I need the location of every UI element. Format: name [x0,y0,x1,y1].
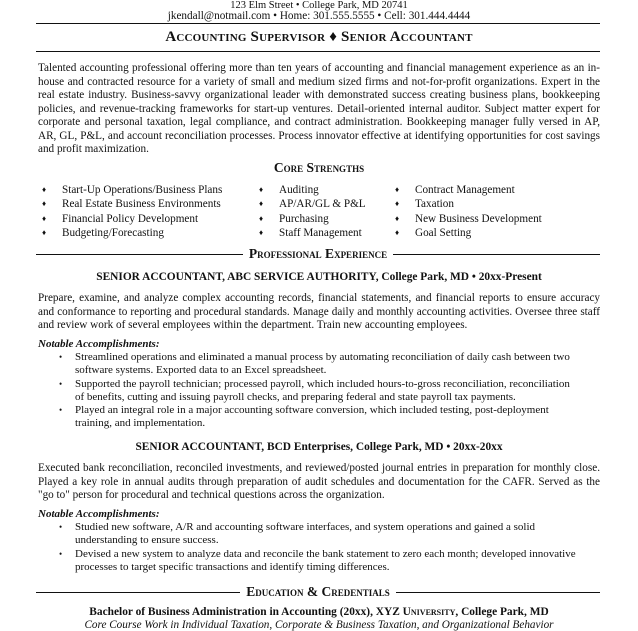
bullet-icon: • [59,548,63,559]
school-name: XYZ University [375,606,456,618]
heading-rule-left [36,254,243,255]
core-item: ♦ Budgeting/Forecasting [42,227,164,240]
core-column-2 [259,183,366,241]
diamond-bullet-icon: ♦ [395,213,400,223]
core-item: ♦ Contract Management [395,184,515,196]
core-item: ♦ New Business Development [395,212,542,225]
heading-rule-right [396,592,600,593]
job-title: SENIOR ACCOUNTANT, ABC SERVICE AUTHORITY, College Park, MD • 20xx-Present [96,271,542,283]
accomplishment-item: • Devised a new system to analyze data and reconcile the bank statement to zero each month; developed innovative processes to target specific transactions and identify timing differences. [59,547,576,573]
diamond-bullet-icon: ♦ [395,199,400,209]
coursework-line: Core Course Work in Individual Taxation, Corporate & Business Taxation, and Organizational Behavior [84,619,554,631]
core-column-1 [42,183,222,241]
accomplishments-list [38,521,578,574]
core-item: ♦ Staff Management [259,227,362,240]
resume-title: Accounting Supervisor ♦ Senior Accountant [165,29,473,45]
top-rule [36,23,600,24]
core-strengths-heading: Core Strengths [273,160,365,175]
core-item: ♦ Financial Policy Development [42,212,199,225]
heading-rule-right [393,254,600,255]
diamond-bullet-icon: ♦ [259,228,264,238]
diamond-bullet-icon: ♦ [395,228,400,238]
core-item: ♦ Auditing [259,184,319,196]
core-item: ♦ Start-Up Operations/Business Plans [42,184,223,196]
core-item: ♦ AP/AR/GL & P&L [259,198,366,211]
address-line: 123 Elm Street • College Park, MD 20741 [230,0,408,11]
contact-line: jkendall@notmail.com • Home: 301.555.5555 • Cell: 301.444.4444 [167,10,471,22]
diamond-bullet-icon: ♦ [259,213,264,223]
notable-accomplishments-label: Notable Accomplishments: [38,338,160,350]
bullet-icon: • [59,405,63,416]
experience-heading: Professional Experience [36,246,600,262]
core-item: ♦ Goal Setting [395,227,472,240]
job-description: Prepare, examine, and analyze complex accounting records, financial statements, and financial reports to ensure accuracy and conformance to reporting and procedural standards. Manage daily and monthly accounting activities. Oversee three staff and review work of several employees within the department. Train new accounting employees. [38,292,600,331]
degree-line: Bachelor of Business Administration in Accounting (20xx), XYZ University, College Park, MD [89,606,549,618]
diamond-bullet-icon: ♦ [42,228,47,238]
summary-paragraph: Talented accounting professional offering more than ten years of accounting and financial management experience as an in-house and contracted resource for a variety of small and medium sized firms and not-for-profit organizations. Expert in the real estate industry. Business-savvy organizational leader with demonstrated success creating business plans, bookkeeping policies, and revenue-tracking frameworks for start-up ventures. Detail-oriented internal auditor. Subject matter expert for corporate and personal taxation, legal compliance, and contract administration. Bookkeeping manager fully versed in AP, AR, GL, P&L, and account reconciliation processes. Process innovator effective at identifying opportunities for cost savings and profit maximization. [38,62,600,155]
job-title: SENIOR ACCOUNTANT, BCD Enterprises, College Park, MD • 20xx-20xx [135,441,503,453]
bullet-icon: • [59,352,63,362]
diamond-bullet-icon: ♦ [42,185,47,194]
accomplishment-item: • Streamlined operations and eliminated a manual process by automating reconciliation of daily cash between two software systems. Exported data to an Excel spreadsheet. [59,351,570,377]
education-heading: Education & Credentials [36,584,600,600]
bullet-icon: • [59,378,63,389]
core-item: ♦ Taxation [395,198,454,211]
diamond-bullet-icon: ♦ [259,185,264,194]
diamond-bullet-icon: ♦ [395,185,400,194]
accomplishment-item: • Supported the payroll technician; processed payroll, which included hours-to-gross reconciliation, reconciliation of benefits, cutting and issuing payroll checks, and preparing federal and state payroll tax payments. [59,377,570,403]
accomplishment-item: • Played an integral role in a major accounting software conversion, which included testing, post-deployment training, and implementation. [59,404,549,430]
accomplishments-list [38,351,578,431]
core-item: ♦ Purchasing [259,212,329,225]
bullet-icon: • [59,522,63,532]
diamond-bullet-icon: ♦ [259,199,264,209]
title-rule [36,51,600,52]
accomplishment-item: • Studied new software, A/R and accounting software interfaces, and system operations and gained a solid understanding to ensure success. [59,521,536,547]
job-description: Executed bank reconciliation, reconciled investments, and reviewed/posted journal entries in preparation for monthly close. Played a key role in annual audits through preparation of audit schedules and documentation for the CAFR. Served as the "go to" person for procedural and technical questions across the organization. [38,462,600,501]
diamond-bullet-icon: ♦ [42,199,47,209]
core-item: ♦ Real Estate Business Environments [42,198,221,211]
diamond-bullet-icon: ♦ [42,213,47,223]
core-column-3 [395,183,542,241]
notable-accomplishments-label: Notable Accomplishments: [38,508,160,520]
heading-rule-left [36,592,240,593]
